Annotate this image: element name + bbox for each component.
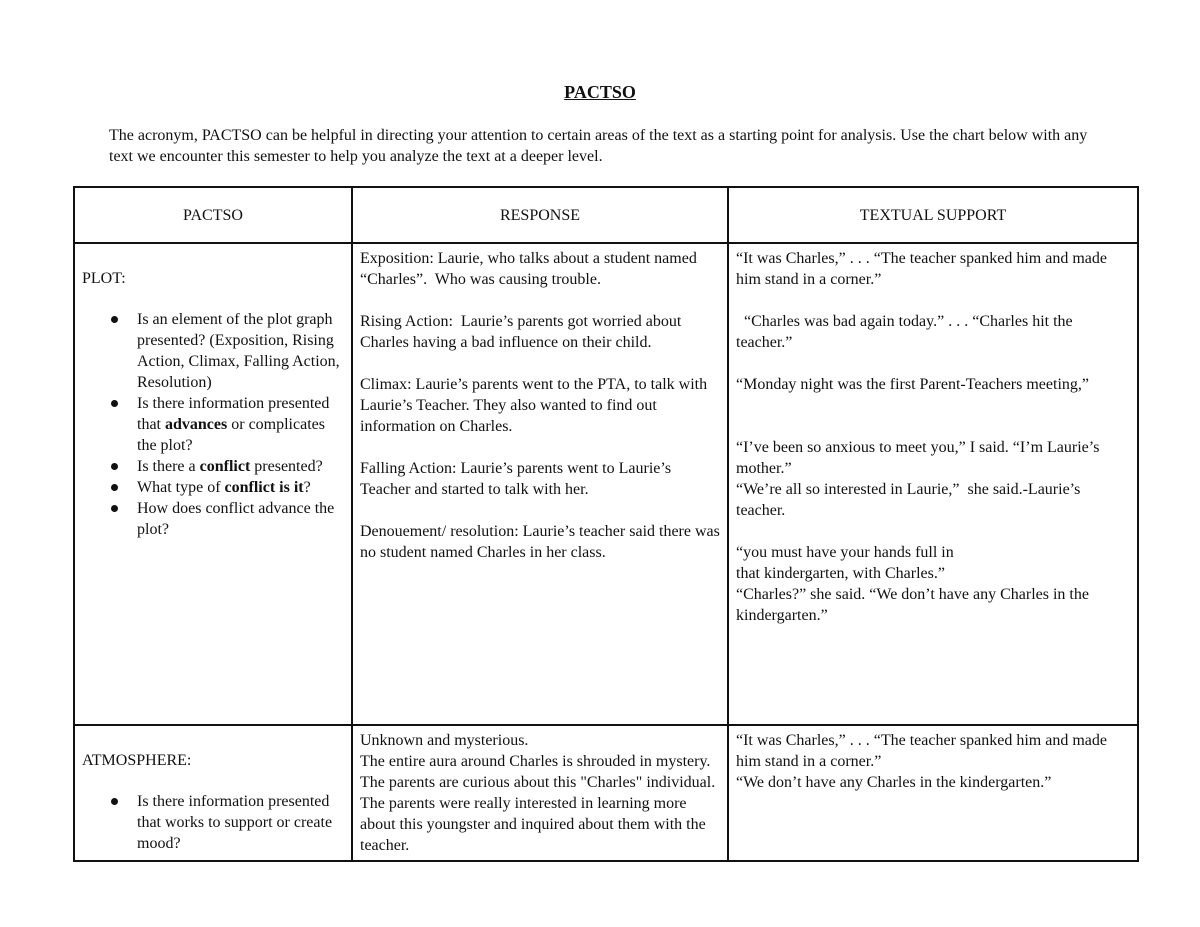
atmosphere-support-2: “We don’t have any Charles in the kindergarten.” bbox=[736, 774, 1052, 791]
header-textual-support: TEXTUAL SUPPORT bbox=[728, 187, 1138, 243]
atmosphere-pactso-cell bbox=[74, 725, 352, 861]
atmosphere-response-cell bbox=[352, 725, 728, 861]
plot-label: PLOT: bbox=[82, 270, 126, 287]
intro-paragraph: The acronym, PACTSO can be helpful in directing your attention to certain areas of the text as a starting point for analysis. Use the chart below with any text we encounter this semester to help you analyze the text at a deeper level. bbox=[109, 127, 1088, 165]
support-resolution-1: “you must have your hands full in bbox=[736, 544, 954, 561]
plot-question-2: Is there information presented that advances or complicates the plot? bbox=[137, 393, 344, 456]
plot-question-5: How does conflict advance the plot? bbox=[137, 498, 344, 540]
support-rising-action: “Charles was bad again today.” . . . “Charles hit the teacher.” bbox=[736, 313, 1077, 351]
page-title: PACTSO bbox=[564, 82, 636, 102]
atmosphere-response-2: The entire aura around Charles is shrouded in mystery. The parents are curious about this "Charles" individual. The parents were really interested in learning more about this youngster and inquired about them with the teacher. bbox=[360, 753, 716, 854]
response-falling-action: Falling Action: Laurie’s parents went to Laurie’s Teacher and started to talk with her. bbox=[360, 460, 675, 498]
support-falling-action-2: “We’re all so interested in Laurie,” she said.-Laurie’s teacher. bbox=[736, 481, 1085, 519]
response-resolution: Denouement/ resolution: Laurie’s teacher said there was no student named Charles in her class. bbox=[360, 523, 724, 561]
support-resolution-2: that kindergarten, with Charles.” bbox=[736, 565, 945, 582]
plot-questions-list bbox=[82, 309, 344, 540]
atmosphere-questions-list bbox=[82, 791, 344, 854]
atmosphere-support-cell bbox=[728, 725, 1138, 861]
table-row-plot bbox=[74, 243, 1138, 725]
atmosphere-label: ATMOSPHERE: bbox=[82, 752, 192, 769]
support-resolution-4: kindergarten.” bbox=[736, 607, 828, 624]
plot-question-4: What type of conflict is it? bbox=[137, 477, 344, 498]
atmosphere-question-1: Is there information presented that works to support or create mood? bbox=[137, 791, 344, 854]
plot-question-3: Is there a conflict presented? bbox=[137, 456, 344, 477]
atmosphere-response-1: Unknown and mysterious. bbox=[360, 732, 529, 749]
atmosphere-support-1: “It was Charles,” . . . “The teacher spanked him and made him stand in a corner.” bbox=[736, 732, 1107, 770]
response-climax: Climax: Laurie’s parents went to the PTA, to talk with Laurie’s Teacher. They also wanted to find out information on Charles. bbox=[360, 376, 712, 435]
table-row-atmosphere bbox=[74, 725, 1138, 861]
support-exposition: “It was Charles,” . . . “The teacher spanked him and made him stand in a corner.” bbox=[736, 250, 1111, 288]
response-exposition: Exposition: Laurie, who talks about a student named “Charles”. Who was causing trouble. bbox=[360, 250, 701, 288]
plot-response-cell bbox=[352, 243, 728, 725]
response-rising-action: Rising Action: Laurie’s parents got worried about Charles having a bad influence on their child. bbox=[360, 313, 686, 351]
support-climax: “Monday night was the first Parent-Teachers meeting,” bbox=[736, 376, 1089, 393]
support-falling-action-1: “I’ve been so anxious to meet you,” I said. “I’m Laurie’s mother.” bbox=[736, 439, 1104, 477]
plot-question-1: Is an element of the plot graph presented? (Exposition, Rising Action, Climax, Falling Action, Resolution) bbox=[137, 309, 344, 393]
table-header-row bbox=[74, 187, 1138, 243]
plot-pactso-cell bbox=[74, 243, 352, 725]
pactso-table bbox=[73, 186, 1139, 862]
header-pactso: PACTSO bbox=[74, 187, 352, 243]
plot-support-cell bbox=[728, 243, 1138, 725]
header-response: RESPONSE bbox=[352, 187, 728, 243]
support-resolution-3: “Charles?” she said. “We don’t have any Charles in the bbox=[736, 586, 1089, 603]
